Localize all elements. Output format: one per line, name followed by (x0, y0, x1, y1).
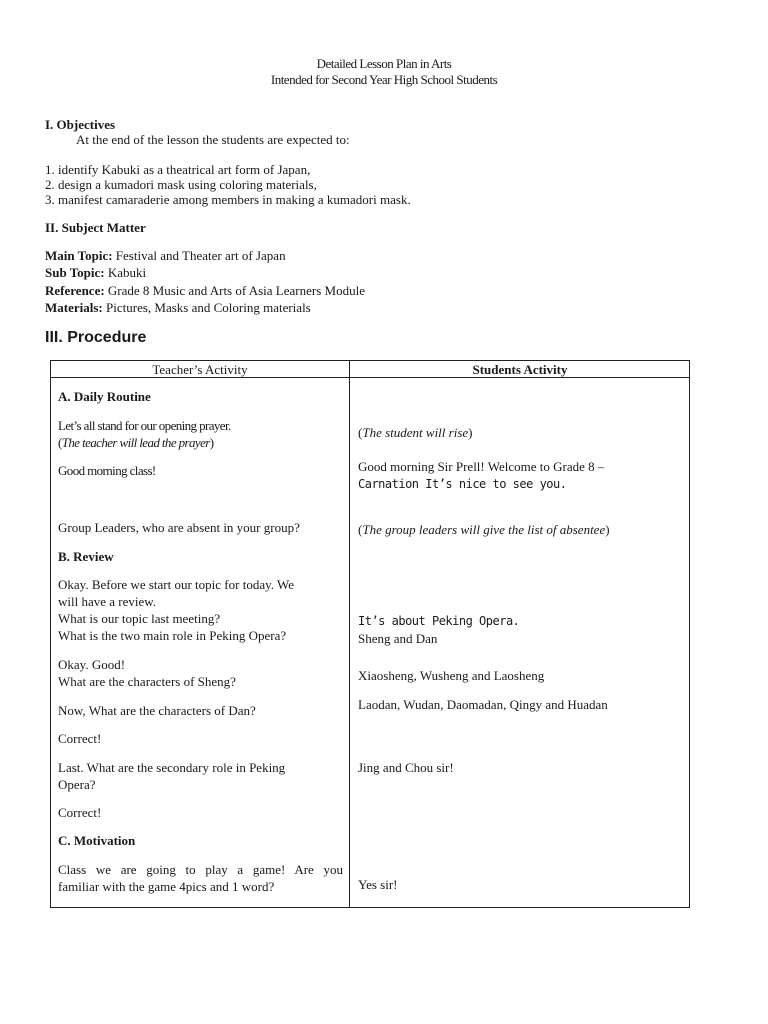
teacher-correct: Correct! (58, 731, 102, 746)
materials-line (45, 300, 311, 316)
doc-title: Detailed Lesson Plan in Arts (316, 56, 452, 71)
procedure-heading: III. Procedure (45, 329, 147, 346)
objective-item: 3. manifest camaraderie among members in making a kumadori mask. (45, 192, 411, 207)
teacher-dan-question: Now, What are the characters of Dan? (58, 703, 256, 718)
teacher-sheng-question: What are the characters of Sheng? (58, 674, 236, 689)
objective-item: 1. identify Kabuki as a theatrical art form of Japan, (45, 162, 311, 177)
teacher-greeting: Good morning class! (58, 463, 156, 478)
sub-topic-line (45, 265, 146, 281)
teacher-prayer-note-line: (The teacher will lead the prayer) (58, 435, 214, 450)
materials-label: Materials: (45, 300, 103, 315)
teacher-prayer-note: The teacher will lead the prayer (61, 435, 210, 450)
student-dan-answer: Laodan, Wudan, Daomadan, Qingy and Huadan (358, 697, 608, 712)
student-sheng-answer: Xiaosheng, Wusheng and Laosheng (358, 668, 545, 683)
objective-item: 2. design a kumadori mask using coloring materials, (45, 177, 317, 192)
materials-value: Pictures, Masks and Coloring materials (106, 300, 311, 315)
student-absent: The group leaders will give the list of absentee (362, 522, 606, 537)
objectives-heading: I. Objectives (45, 117, 116, 132)
reference-label: Reference: (45, 283, 105, 298)
student-game-answer: Yes sir! (358, 877, 398, 892)
student-last-answer: Jing and Chou sir! (358, 760, 454, 775)
teacher-review-line: What is our topic last meeting? (58, 611, 221, 626)
teacher-review-line: Okay. Before we start our topic for today. We (58, 577, 295, 592)
objectives-intro: At the end of the lesson the students are expected to: (76, 132, 350, 147)
teacher-good: Okay. Good! (58, 657, 126, 672)
reference-line (45, 283, 365, 299)
student-rise-line: (The student will rise) (358, 425, 473, 440)
review-heading: B. Review (58, 549, 114, 564)
main-topic-line (45, 248, 286, 264)
student-greeting: Good morning Sir Prell! Welcome to Grade 8 – (358, 459, 605, 474)
teacher-last-question-cont: Opera? (58, 777, 96, 792)
main-topic-value: Festival and Theater art of Japan (115, 248, 286, 263)
teacher-prayer: Let’s all stand for our opening prayer. (58, 418, 231, 433)
sub-topic-label: Sub Topic: (45, 265, 105, 280)
teacher-review-line: What is the two main role in Peking Opera? (58, 628, 287, 643)
teacher-game-line: Class we are going to play a game! Are you (58, 862, 343, 877)
col-header-students: Students Activity (472, 362, 568, 377)
student-rise: The student will rise (362, 425, 469, 440)
subject-matter-heading: II. Subject Matter (45, 220, 146, 235)
teacher-absent: Group Leaders, who are absent in your group? (58, 520, 300, 535)
sub-topic-value: Kabuki (107, 265, 147, 280)
doc-subtitle: Intended for Second Year High School Students (270, 72, 498, 87)
teacher-review-line: will have a review. (58, 594, 157, 609)
table-column-divider (349, 360, 350, 908)
student-greeting-cont: Carnation It’s nice to see you. (358, 477, 567, 491)
student-review-answer: It’s about Peking Opera. (358, 614, 520, 628)
teacher-correct: Correct! (58, 805, 102, 820)
main-topic-label: Main Topic: (45, 248, 113, 263)
col-header-teacher: Teacher’s Activity (152, 362, 248, 377)
student-review-answer: Sheng and Dan (358, 631, 438, 646)
reference-value: Grade 8 Music and Arts of Asia Learners Module (107, 283, 365, 298)
student-absent-line: (The group leaders will give the list of absentee) (358, 522, 610, 537)
teacher-last-question: Last. What are the secondary role in Peking (58, 760, 286, 775)
motivation-heading: C. Motivation (58, 833, 136, 848)
teacher-game-line: familiar with the game 4pics and 1 word? (58, 879, 275, 894)
daily-routine-heading: A. Daily Routine (58, 389, 151, 404)
